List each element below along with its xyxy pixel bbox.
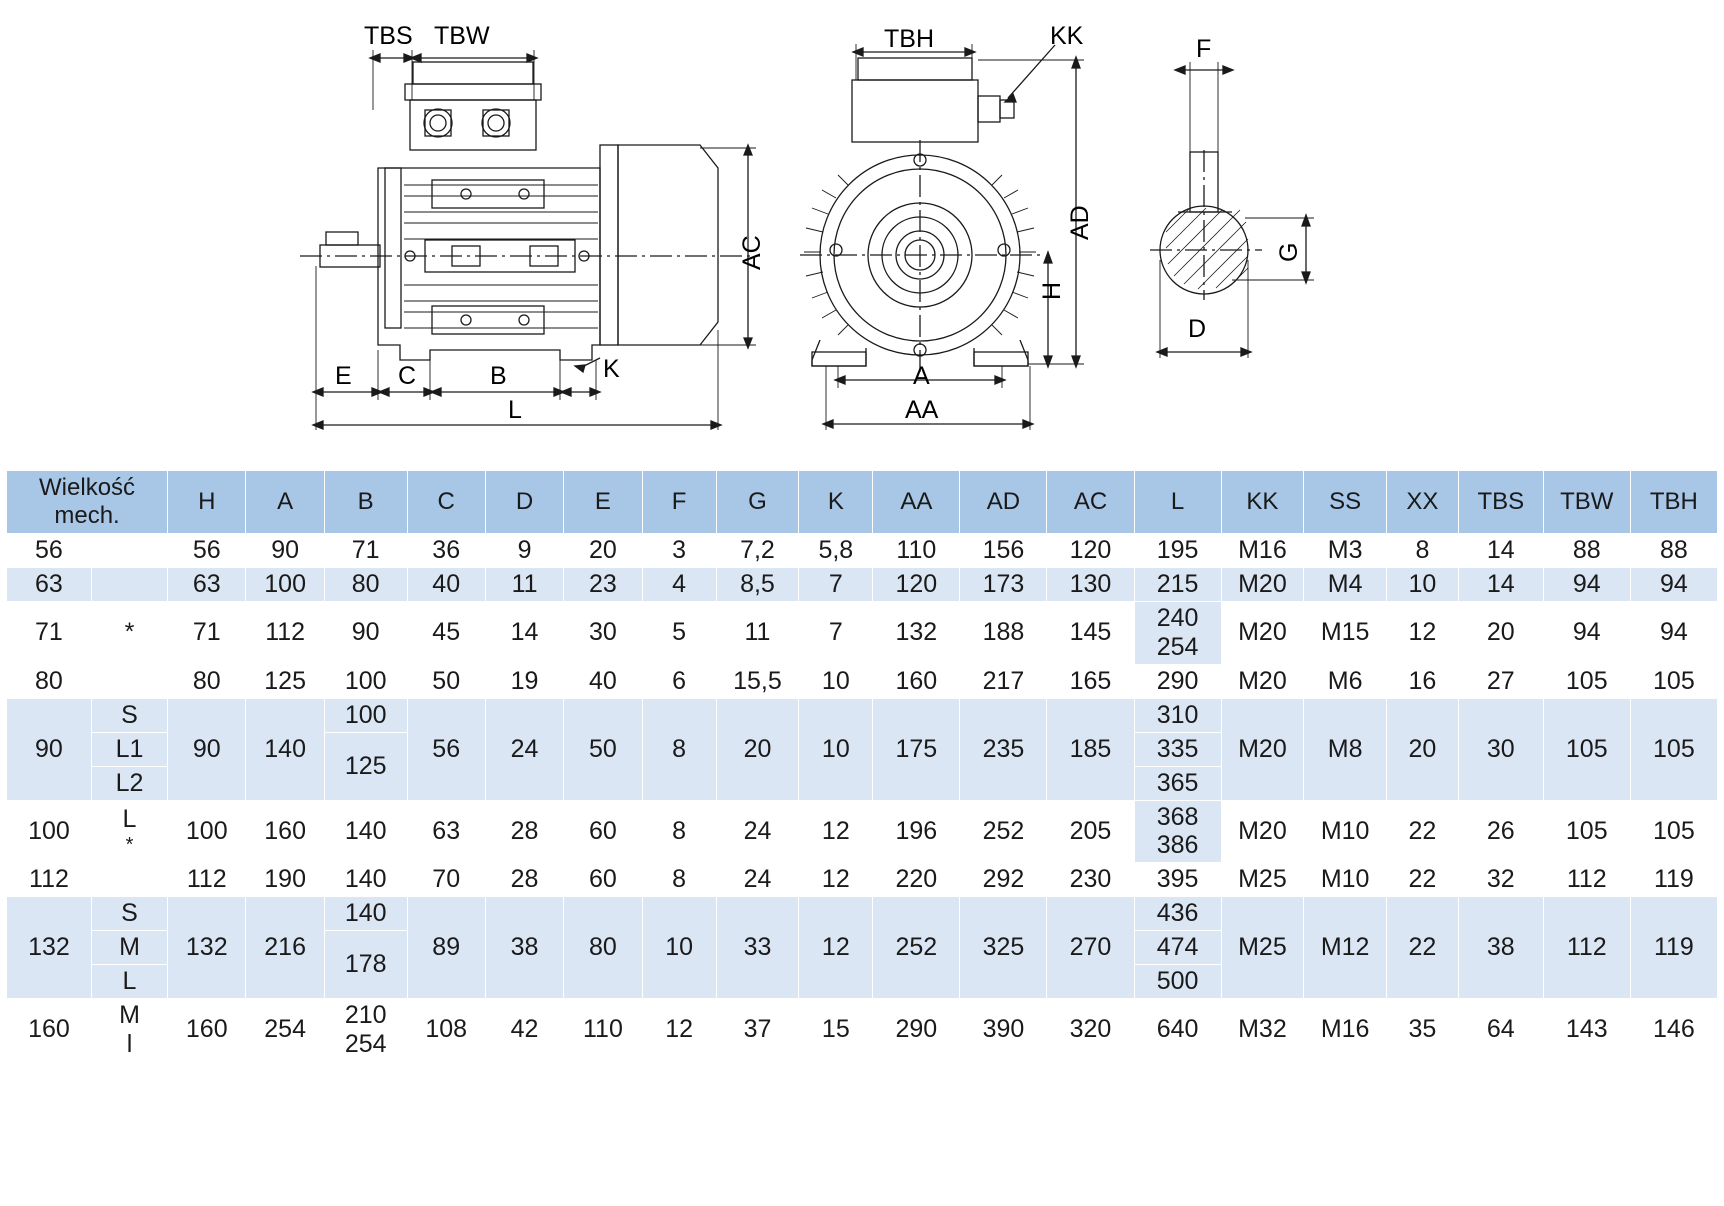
cell-SS: M16 [1304, 999, 1387, 1062]
cell-C: 56 [407, 698, 485, 800]
cell-E: 30 [564, 602, 642, 665]
cell-L-3: 500 [1134, 965, 1221, 999]
header-AD: AD [960, 471, 1047, 534]
cell-L-2: 254 [1156, 632, 1199, 661]
table-row [7, 999, 1718, 1062]
cell-KK: M20 [1221, 664, 1304, 698]
c-label: C [398, 362, 417, 390]
row-variant [91, 863, 167, 897]
cell-E: 60 [564, 800, 642, 863]
cell-H: 132 [168, 897, 246, 999]
cell-TBS: 30 [1458, 698, 1543, 800]
table-header-row [7, 471, 1718, 534]
cell-AC: 165 [1047, 664, 1134, 698]
tbw-label: TBW [434, 22, 490, 50]
row-size: 80 [7, 664, 92, 698]
cell-E: 80 [564, 897, 642, 999]
row-variant [91, 800, 167, 863]
b-label: B [490, 362, 507, 390]
row-variant: * [91, 602, 167, 665]
cell-XX: 22 [1387, 800, 1459, 863]
cell-TBS: 14 [1458, 568, 1543, 602]
cell-AD: 217 [960, 664, 1047, 698]
header-line1: Wielkość [39, 474, 136, 502]
cell-AD: 292 [960, 863, 1047, 897]
f-label: F [1196, 35, 1212, 63]
header-TBW: TBW [1543, 471, 1630, 534]
cell-AA: 196 [873, 800, 960, 863]
cell-SS: M4 [1304, 568, 1387, 602]
cell-C: 70 [407, 863, 485, 897]
cell-D: 42 [485, 999, 563, 1062]
cell-KK: M20 [1221, 698, 1304, 800]
cell-TBH: 94 [1630, 568, 1717, 602]
cell-TBW: 112 [1543, 863, 1630, 897]
cell-TBW: 105 [1543, 800, 1630, 863]
cell-A: 190 [246, 863, 324, 897]
row-size: 90 [7, 698, 92, 800]
motor-dimension-drawing [0, 0, 1724, 470]
cell-L: 215 [1134, 568, 1221, 602]
cell-G: 20 [716, 698, 799, 800]
cell-KK: M20 [1221, 568, 1304, 602]
cell-AA: 252 [873, 897, 960, 999]
row-variant: S [91, 897, 167, 931]
cell-F: 12 [642, 999, 716, 1062]
header-TBH: TBH [1630, 471, 1717, 534]
cell-L-2: 474 [1134, 931, 1221, 965]
cell-E: 110 [564, 999, 642, 1062]
header-C: C [407, 471, 485, 534]
row-size: 112 [7, 863, 92, 897]
cell-E: 20 [564, 534, 642, 568]
cell-AC: 320 [1047, 999, 1134, 1062]
ac-label: AC [738, 235, 766, 270]
cell-TBW: 112 [1543, 897, 1630, 999]
cell-TBH: 105 [1630, 698, 1717, 800]
cell-XX: 35 [1387, 999, 1459, 1062]
cell-D: 9 [485, 534, 563, 568]
cell-AA: 132 [873, 602, 960, 665]
cell-TBW: 143 [1543, 999, 1630, 1062]
cell-L [1134, 800, 1221, 863]
cell-A: 90 [246, 534, 324, 568]
cell-TBH: 105 [1630, 800, 1717, 863]
cell-F: 4 [642, 568, 716, 602]
cell-D: 28 [485, 800, 563, 863]
row-variant: M [91, 931, 167, 965]
cell-L: 640 [1134, 999, 1221, 1062]
cell-E: 50 [564, 698, 642, 800]
cell-A: 254 [246, 999, 324, 1062]
cell-E: 40 [564, 664, 642, 698]
cell-B-2: 125 [324, 732, 407, 800]
cell-D: 24 [485, 698, 563, 800]
header-G: G [716, 471, 799, 534]
cell-K: 12 [799, 863, 873, 897]
cell-H: 71 [168, 602, 246, 665]
row-variant-label-2: l [126, 1029, 133, 1058]
cell-E: 23 [564, 568, 642, 602]
cell-TBW: 105 [1543, 698, 1630, 800]
cell-H: 56 [168, 534, 246, 568]
header-F: F [642, 471, 716, 534]
cell-TBS: 27 [1458, 664, 1543, 698]
cell-G: 8,5 [716, 568, 799, 602]
cell-G: 37 [716, 999, 799, 1062]
cell-L-1: 310 [1134, 698, 1221, 732]
cell-L-2: 386 [1156, 831, 1199, 860]
cell-XX: 8 [1387, 534, 1459, 568]
g-label: G [1275, 242, 1303, 262]
cell-TBS: 26 [1458, 800, 1543, 863]
cell-L: 195 [1134, 534, 1221, 568]
table-row [7, 534, 1718, 568]
cell-XX: 12 [1387, 602, 1459, 665]
cell-K: 7 [799, 602, 873, 665]
cell-G: 15,5 [716, 664, 799, 698]
cell-XX: 22 [1387, 897, 1459, 999]
cell-TBW: 88 [1543, 534, 1630, 568]
cell-TBH: 146 [1630, 999, 1717, 1062]
tbs-label: TBS [364, 22, 413, 50]
cell-SS: M3 [1304, 534, 1387, 568]
header-wielkosc-mech [7, 471, 168, 534]
cell-G: 11 [716, 602, 799, 665]
cell-L [1134, 602, 1221, 665]
cell-B: 140 [324, 800, 407, 863]
cell-AC: 145 [1047, 602, 1134, 665]
cell-AD: 173 [960, 568, 1047, 602]
cell-TBH: 94 [1630, 602, 1717, 665]
d-label: D [1188, 315, 1207, 343]
cell-SS: M10 [1304, 863, 1387, 897]
cell-C: 45 [407, 602, 485, 665]
cell-SS: M8 [1304, 698, 1387, 800]
cell-C: 89 [407, 897, 485, 999]
cell-TBS: 32 [1458, 863, 1543, 897]
cell-L-1: 240 [1156, 604, 1199, 632]
cell-TBW: 94 [1543, 568, 1630, 602]
cell-B: 90 [324, 602, 407, 665]
cell-B [324, 999, 407, 1062]
cell-D: 14 [485, 602, 563, 665]
cell-G: 7,2 [716, 534, 799, 568]
cell-TBS: 20 [1458, 602, 1543, 665]
cell-L-2: 335 [1134, 732, 1221, 766]
cell-H: 160 [168, 999, 246, 1062]
row-size: 132 [7, 897, 92, 999]
cell-K: 7 [799, 568, 873, 602]
cell-AC: 205 [1047, 800, 1134, 863]
cell-D: 28 [485, 863, 563, 897]
cell-XX: 22 [1387, 863, 1459, 897]
cell-B: 100 [324, 664, 407, 698]
cell-D: 38 [485, 897, 563, 999]
cell-F: 6 [642, 664, 716, 698]
cell-F: 8 [642, 863, 716, 897]
cell-A: 216 [246, 897, 324, 999]
table-row [7, 568, 1718, 602]
cell-C: 40 [407, 568, 485, 602]
row-variant-note: * [125, 834, 134, 857]
row-variant: L [91, 965, 167, 999]
cell-TBW: 94 [1543, 602, 1630, 665]
header-D: D [485, 471, 563, 534]
cell-TBH: 119 [1630, 897, 1717, 999]
row-variant-label-1: M [119, 1001, 140, 1029]
row-variant [91, 534, 167, 568]
cell-K: 10 [799, 664, 873, 698]
cell-AC: 185 [1047, 698, 1134, 800]
header-L: L [1134, 471, 1221, 534]
cell-AD: 235 [960, 698, 1047, 800]
cell-C: 63 [407, 800, 485, 863]
cell-K: 5,8 [799, 534, 873, 568]
header-TBS: TBS [1458, 471, 1543, 534]
cell-B-2: 254 [344, 1029, 387, 1058]
cell-AC: 270 [1047, 897, 1134, 999]
cell-SS: M6 [1304, 664, 1387, 698]
cell-KK: M32 [1221, 999, 1304, 1062]
cell-B-1: 140 [324, 897, 407, 931]
cell-AA: 120 [873, 568, 960, 602]
cell-A: 100 [246, 568, 324, 602]
header-K: K [799, 471, 873, 534]
cell-K: 12 [799, 800, 873, 863]
cell-K: 10 [799, 698, 873, 800]
table-row [7, 863, 1718, 897]
header-E: E [564, 471, 642, 534]
header-A: A [246, 471, 324, 534]
header-H: H [168, 471, 246, 534]
k-label: K [603, 355, 620, 383]
cell-XX: 20 [1387, 698, 1459, 800]
cell-TBH: 119 [1630, 863, 1717, 897]
cell-H: 100 [168, 800, 246, 863]
cell-SS: M12 [1304, 897, 1387, 999]
header-AA: AA [873, 471, 960, 534]
cell-AD: 156 [960, 534, 1047, 568]
cell-B-1: 100 [324, 698, 407, 732]
kk-label: KK [1050, 22, 1084, 50]
e-label: E [335, 362, 352, 390]
aa-label: AA [905, 396, 939, 424]
cell-KK: M25 [1221, 863, 1304, 897]
table-row [7, 698, 1718, 732]
cell-TBW: 105 [1543, 664, 1630, 698]
cell-XX: 16 [1387, 664, 1459, 698]
cell-B: 140 [324, 863, 407, 897]
header-KK: KK [1221, 471, 1304, 534]
cell-B: 71 [324, 534, 407, 568]
h-label: H [1038, 281, 1066, 300]
table-row [7, 602, 1718, 665]
cell-AD: 390 [960, 999, 1047, 1062]
row-variant [91, 999, 167, 1062]
cell-TBS: 14 [1458, 534, 1543, 568]
table-row [7, 664, 1718, 698]
cell-C: 36 [407, 534, 485, 568]
cell-SS: M15 [1304, 602, 1387, 665]
cell-F: 10 [642, 897, 716, 999]
header-B: B [324, 471, 407, 534]
header-XX: XX [1387, 471, 1459, 534]
cell-L-1: 368 [1156, 802, 1199, 831]
cell-KK: M20 [1221, 800, 1304, 863]
ad-label: AD [1066, 205, 1094, 240]
cell-A: 125 [246, 664, 324, 698]
header-AC: AC [1047, 471, 1134, 534]
row-size: 71 [7, 602, 92, 665]
cell-SS: M10 [1304, 800, 1387, 863]
row-size: 160 [7, 999, 92, 1062]
cell-E: 60 [564, 863, 642, 897]
cell-AD: 252 [960, 800, 1047, 863]
header-line2: mech. [54, 502, 120, 529]
header-SS: SS [1304, 471, 1387, 534]
cell-G: 24 [716, 863, 799, 897]
cell-AA: 160 [873, 664, 960, 698]
tbh-label: TBH [884, 25, 934, 53]
cell-AD: 325 [960, 897, 1047, 999]
cell-G: 33 [716, 897, 799, 999]
cell-TBH: 88 [1630, 534, 1717, 568]
l-label: L [508, 396, 522, 424]
cell-G: 24 [716, 800, 799, 863]
cell-L: 290 [1134, 664, 1221, 698]
cell-C: 50 [407, 664, 485, 698]
table-row [7, 897, 1718, 931]
table-row [7, 800, 1718, 863]
cell-D: 19 [485, 664, 563, 698]
cell-K: 15 [799, 999, 873, 1062]
cell-B: 80 [324, 568, 407, 602]
cell-H: 63 [168, 568, 246, 602]
cell-XX: 10 [1387, 568, 1459, 602]
cell-A: 112 [246, 602, 324, 665]
row-variant-label: L [122, 805, 137, 834]
cell-AC: 120 [1047, 534, 1134, 568]
cell-F: 8 [642, 698, 716, 800]
row-size: 56 [7, 534, 92, 568]
cell-AA: 175 [873, 698, 960, 800]
drawing-svg [0, 0, 1724, 470]
cell-KK: M20 [1221, 602, 1304, 665]
cell-AA: 290 [873, 999, 960, 1062]
cell-AD: 188 [960, 602, 1047, 665]
cell-L-3: 365 [1134, 766, 1221, 800]
cell-TBS: 38 [1458, 897, 1543, 999]
cell-H: 90 [168, 698, 246, 800]
cell-F: 8 [642, 800, 716, 863]
a-label: A [913, 362, 930, 390]
row-variant [91, 568, 167, 602]
cell-TBH: 105 [1630, 664, 1717, 698]
cell-KK: M25 [1221, 897, 1304, 999]
cell-A: 160 [246, 800, 324, 863]
cell-L: 395 [1134, 863, 1221, 897]
cell-KK: M16 [1221, 534, 1304, 568]
row-variant: L2 [91, 766, 167, 800]
cell-H: 80 [168, 664, 246, 698]
row-size: 63 [7, 568, 92, 602]
row-variant: L1 [91, 732, 167, 766]
dimensions-table [6, 470, 1718, 1062]
cell-AC: 130 [1047, 568, 1134, 602]
cell-A: 140 [246, 698, 324, 800]
cell-B-1: 210 [344, 1001, 387, 1029]
cell-AC: 230 [1047, 863, 1134, 897]
row-size: 100 [7, 800, 92, 863]
cell-C: 108 [407, 999, 485, 1062]
cell-L-1: 436 [1134, 897, 1221, 931]
row-variant: S [91, 698, 167, 732]
cell-B-2: 178 [324, 931, 407, 999]
cell-K: 12 [799, 897, 873, 999]
cell-AA: 110 [873, 534, 960, 568]
cell-AA: 220 [873, 863, 960, 897]
cell-F: 3 [642, 534, 716, 568]
cell-TBS: 64 [1458, 999, 1543, 1062]
cell-H: 112 [168, 863, 246, 897]
cell-D: 11 [485, 568, 563, 602]
cell-F: 5 [642, 602, 716, 665]
row-variant [91, 664, 167, 698]
